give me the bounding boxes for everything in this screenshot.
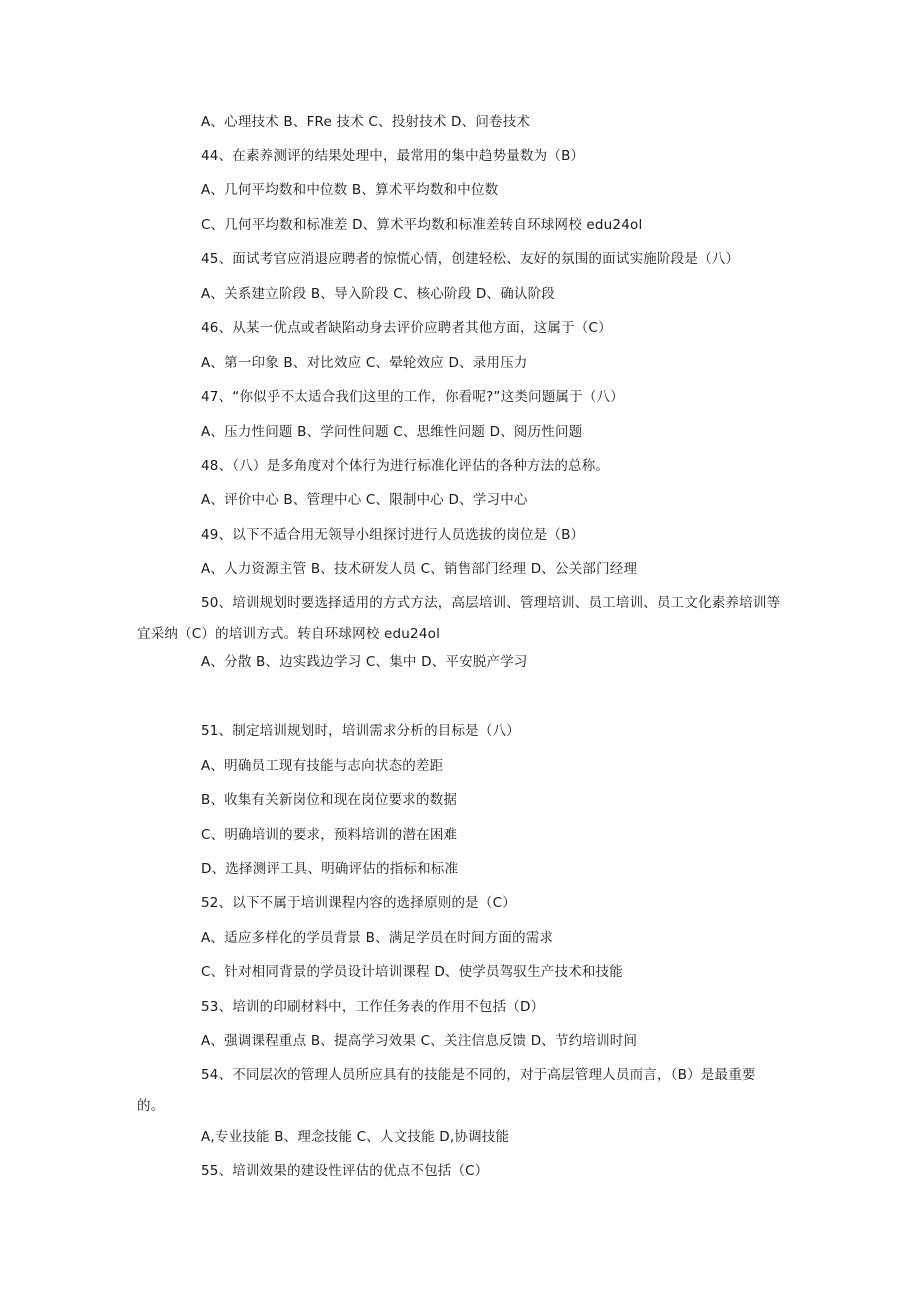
text-line: B、收集有关新岗位和现在岗位要求的数据 — [201, 792, 458, 808]
text-line: A、第一印象 B、对比效应 C、晕轮效应 D、录用压力 — [201, 355, 528, 371]
text-line: A、压力性问题 B、学问性问题 C、思维性问题 D、阅历性问题 — [201, 424, 583, 440]
question-45: 45、面试考官应消退应聘者的惊慌心情，创建轻松、友好的氛围的面试实施阶段是（八） — [201, 251, 740, 267]
text-line: A、评价中心 B、管理中心 C、限制中心 D、学习中心 — [201, 492, 528, 508]
text-line: C、明确培训的要求，预料培训的潜在困难 — [201, 827, 458, 843]
text-line: D、选择测评工具、明确评估的指标和标准 — [201, 861, 459, 877]
text-line: A、强调课程重点 B、提高学习效果 C、关注信息反馈 D、节约培训时间 — [201, 1033, 638, 1049]
text-line: A、分散 B、边实践边学习 C、集中 D、平安脱产学习 — [201, 654, 528, 670]
text-line: A、适应多样化的学员背景 B、满足学员在时间方面的需求 — [201, 930, 554, 946]
text-line: C、几何平均数和标准差 D、算术平均数和标准差转自环球网校 edu24ol — [201, 217, 643, 233]
question-50: 50、培训规划时要选择适用的方式方法，高层培训、管理培训、员工培训、员工文化素养培训等宜采纳（C）的培训方式。转自环球网校 edu24ol — [137, 595, 781, 642]
text-line: A、几何平均数和中位数 B、算术平均数和中位数 — [201, 182, 499, 198]
text-line: A、明确员工现有技能与志向状态的差距 — [201, 758, 444, 774]
text-line: A、心理技术 B、FRe 技术 C、投射技术 D、问卷技术 — [201, 114, 531, 130]
question-51: 51、制定培训规划时，培训需求分析的目标是（八） — [201, 723, 520, 739]
question-44: 44、在素养测评的结果处理中，最常用的集中趋势量数为（B） — [201, 148, 585, 164]
question-55: 55、培训效果的建设性评估的优点不包括（C） — [201, 1163, 489, 1179]
question-52: 52、以下不属于培训课程内容的选择原则的是（C） — [201, 895, 516, 911]
text-line: C、针对相同背景的学员设计培训课程 D、使学员驾驭生产技术和技能 — [201, 964, 624, 980]
text-line: A,专业技能 B、理念技能 C、人文技能 D,协调技能 — [201, 1129, 510, 1145]
question-48: 48、（八）是多角度对个体行为进行标准化评估的各种方法的总称。 — [201, 458, 610, 474]
text-line: A、人力资源主管 B、技术研发人员 C、销售部门经理 D、公关部门经理 — [201, 561, 638, 577]
question-46: 46、从某一优点或者缺陷动身去评价应聘者其他方面，这属于（C） — [201, 320, 612, 336]
question-47: 47、“你似乎不太适合我们这里的工作，你看呢?”这类问题属于（八） — [201, 389, 624, 405]
text-line: A、关系建立阶段 B、导入阶段 C、核心阶段 D、确认阶段 — [201, 286, 555, 302]
question-49: 49、以下不适合用无领导小组探讨进行人员选拔的岗位是（B） — [201, 527, 585, 543]
question-53: 53、培训的印刷材料中，工作任务表的作用不包括（D） — [201, 999, 545, 1015]
question-54: 54、不同层次的管理人员所应具有的技能是不同的，对于高层管理人员而言，（B）是最重要的。 — [137, 1067, 756, 1114]
